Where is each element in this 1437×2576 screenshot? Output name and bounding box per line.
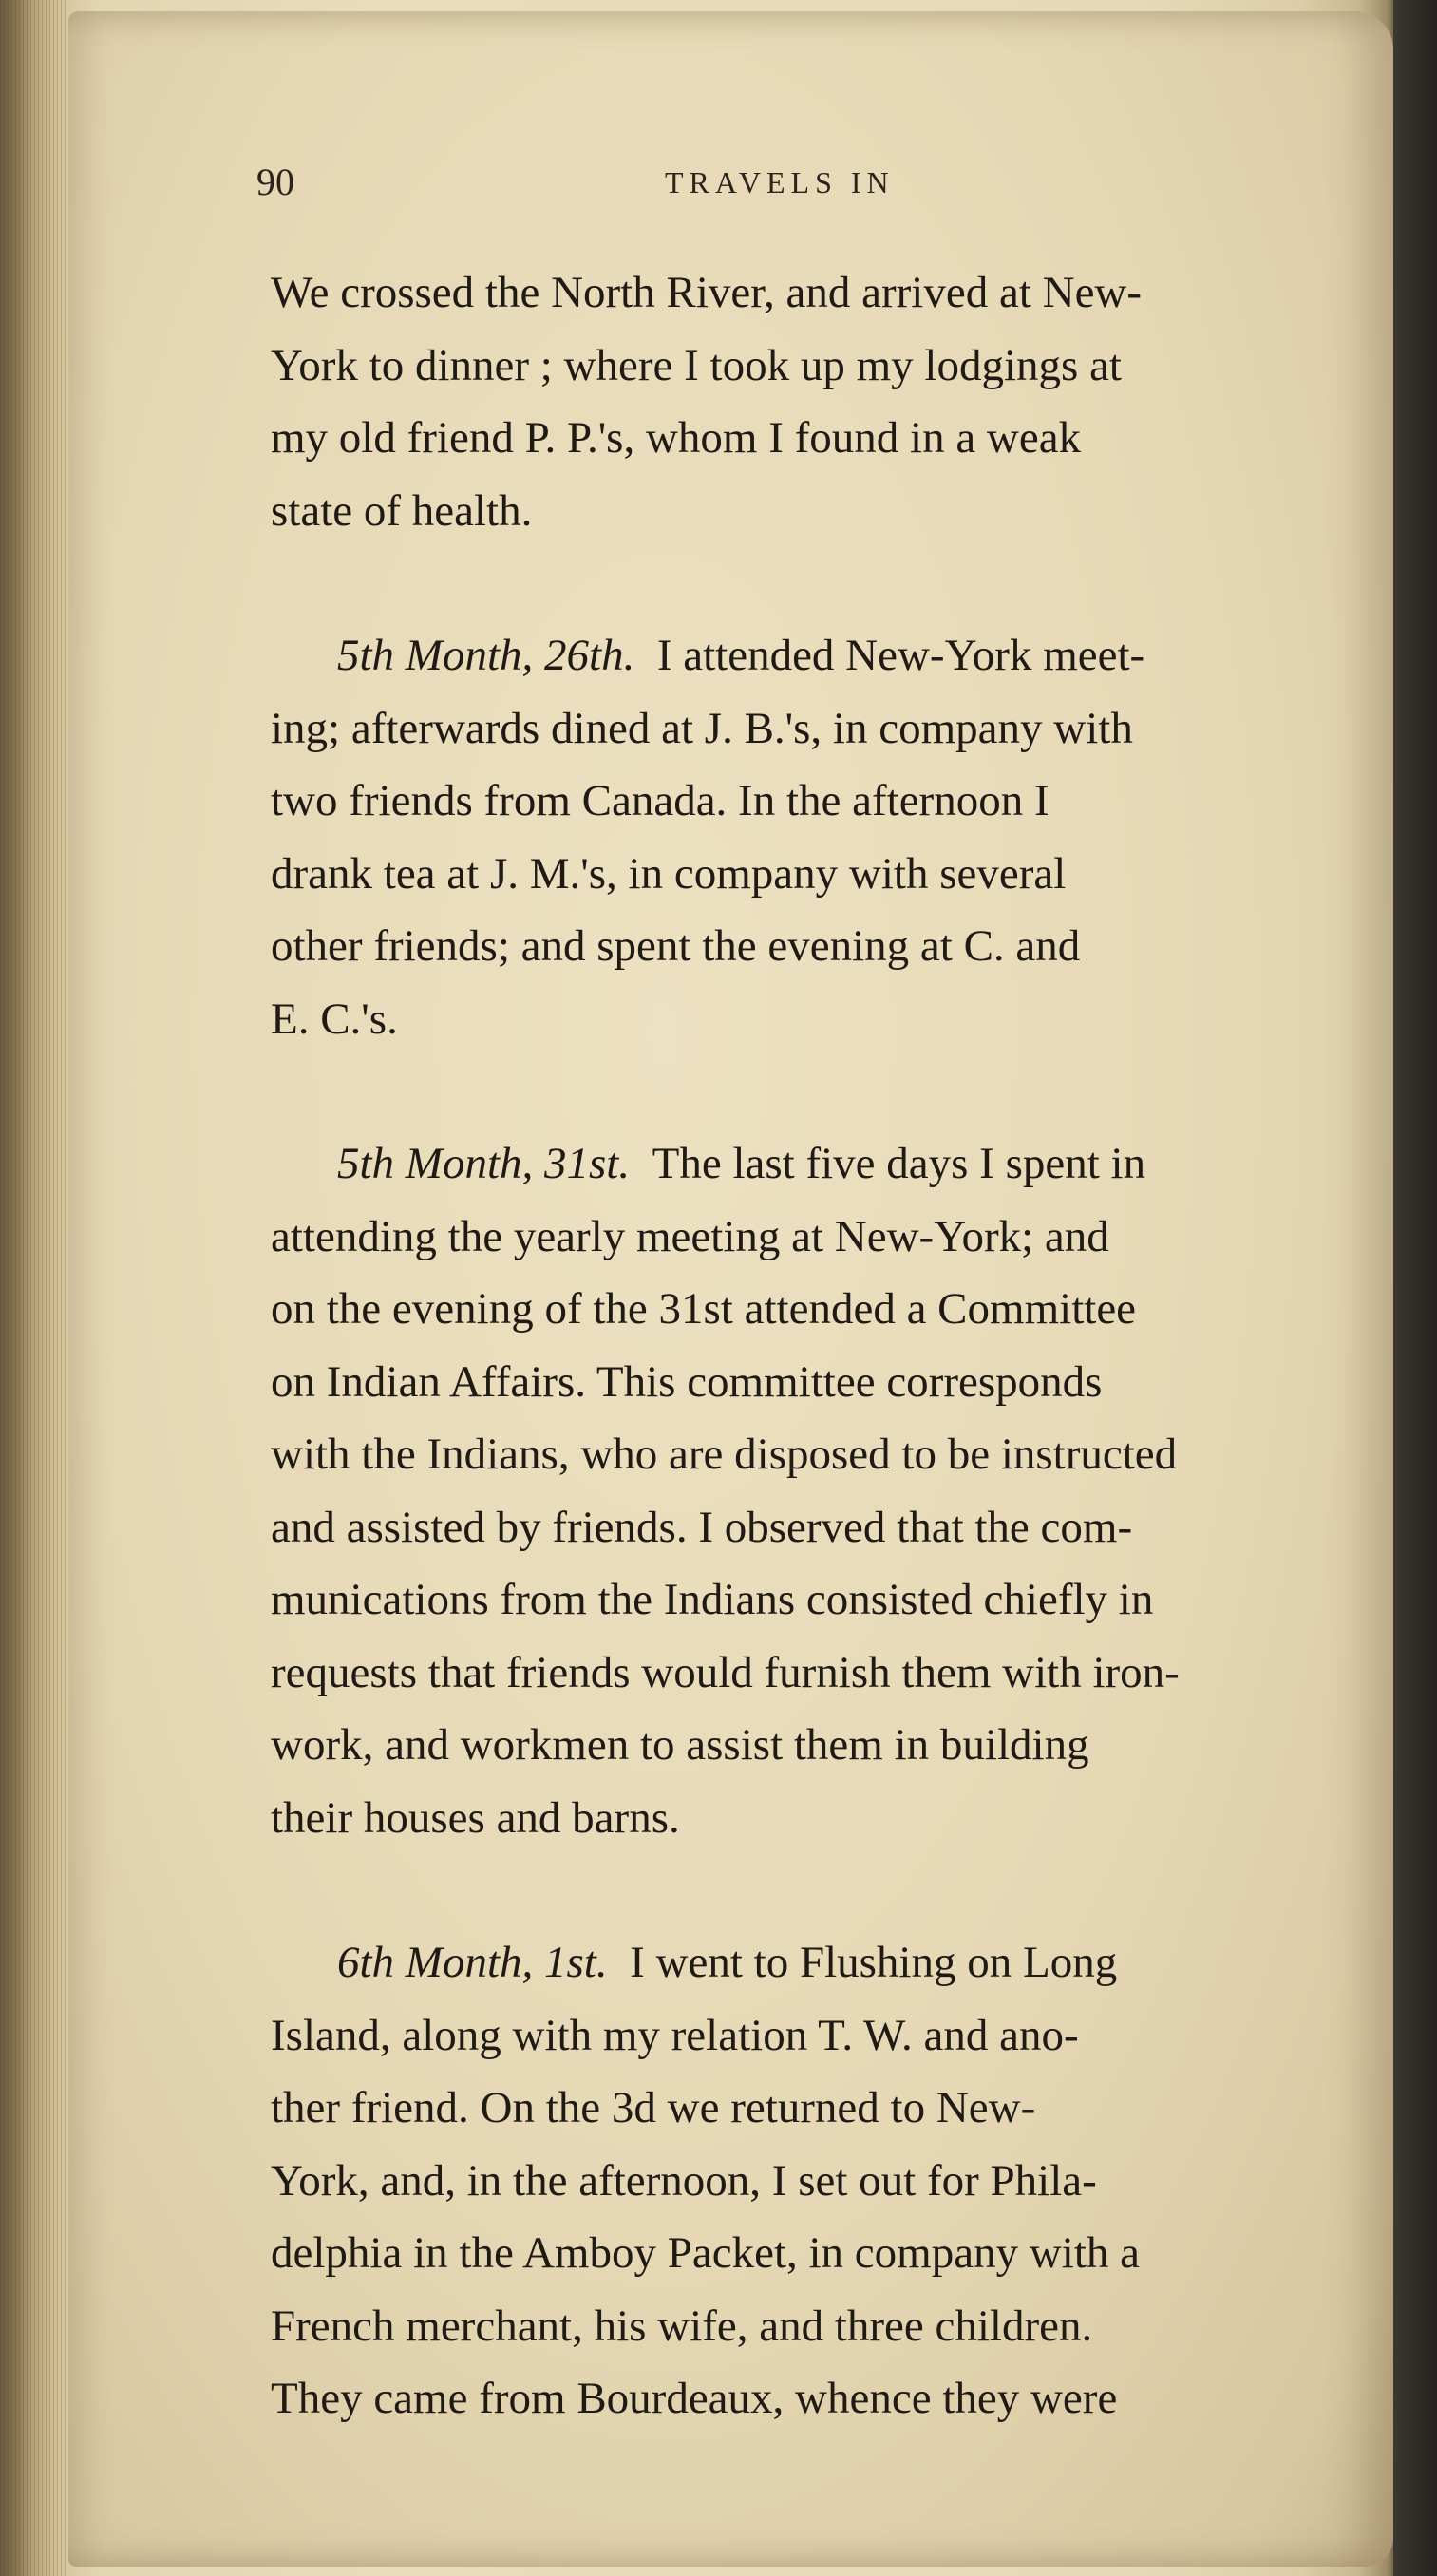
text-line: attending the yearly meeting at New-York; and bbox=[271, 1211, 1109, 1261]
text-line bbox=[271, 619, 1353, 692]
text-line: York to dinner ; where I took up my lodgings at bbox=[271, 340, 1122, 390]
text-line: on the evening of the 31st attended a Committee bbox=[271, 1284, 1137, 1334]
entry-text: The last five days I spent in bbox=[652, 1139, 1146, 1188]
paragraph-2 bbox=[271, 619, 1353, 1055]
text-line: two friends from Canada. In the afternoon I bbox=[271, 776, 1049, 825]
entry-text: I attended New-York meet- bbox=[656, 631, 1145, 680]
body-text bbox=[271, 256, 1353, 2435]
page-number: 90 bbox=[256, 161, 294, 203]
running-head bbox=[190, 160, 1330, 217]
page-edges bbox=[0, 0, 68, 2576]
text-line: York, and, in the afternoon, I set out for Phila- bbox=[271, 2155, 1097, 2206]
text-line: delphia in the Amboy Packet, in company with a bbox=[271, 2228, 1141, 2278]
text-line: drank tea at J. M.'s, in company with several bbox=[271, 848, 1067, 899]
entry-date: 6th Month, 1st. bbox=[337, 1938, 608, 1987]
text-line: ing; afterwards dined at J. B.'s, in company with bbox=[271, 703, 1133, 753]
entry-date: 5th Month, 31st. bbox=[337, 1139, 631, 1188]
text-line: requests that friends would furnish them with iron- bbox=[271, 1647, 1180, 1697]
text-line: other friends; and spent the evening at C. and bbox=[271, 921, 1081, 971]
text-line bbox=[271, 1926, 1353, 1999]
text-line: Island, along with my relation T. W. and ano- bbox=[271, 2010, 1079, 2060]
text-line: their houses and barns. bbox=[271, 1792, 680, 1843]
paragraph-4 bbox=[271, 1926, 1353, 2435]
book-gutter bbox=[1393, 0, 1437, 2576]
text-line: with the Indians, who are disposed to be instructed bbox=[271, 1430, 1178, 1479]
text-line: ther friend. On the 3d we returned to New- bbox=[271, 2083, 1036, 2132]
paragraph-1 bbox=[271, 256, 1353, 547]
text-line: and assisted by friends. I observed that the com- bbox=[271, 1502, 1133, 1552]
text-line bbox=[271, 1127, 1353, 1201]
text-line: We crossed the North River, and arrived at New- bbox=[271, 268, 1143, 317]
text-line: my old friend P. P.'s, whom I found in a weak bbox=[271, 413, 1082, 463]
text-line: French merchant, his wife, and three children. bbox=[271, 2301, 1093, 2351]
text-line: state of health. bbox=[271, 485, 533, 536]
text-line: They came from Bourdeaux, whence they were bbox=[271, 2374, 1118, 2423]
text-line: munications from the Indians consisted chiefly in bbox=[271, 1575, 1154, 1624]
text-line: on Indian Affairs. This committee corresponds bbox=[271, 1356, 1103, 1407]
running-head-title: TRAVELS IN bbox=[665, 165, 895, 199]
text-line: work, and workmen to assist them in building bbox=[271, 1720, 1089, 1770]
paragraph-3 bbox=[271, 1127, 1353, 1854]
text-line: E. C.'s. bbox=[271, 994, 398, 1044]
entry-text: I went to Flushing on Long bbox=[630, 1938, 1118, 1987]
entry-date: 5th Month, 26th. bbox=[337, 631, 635, 680]
